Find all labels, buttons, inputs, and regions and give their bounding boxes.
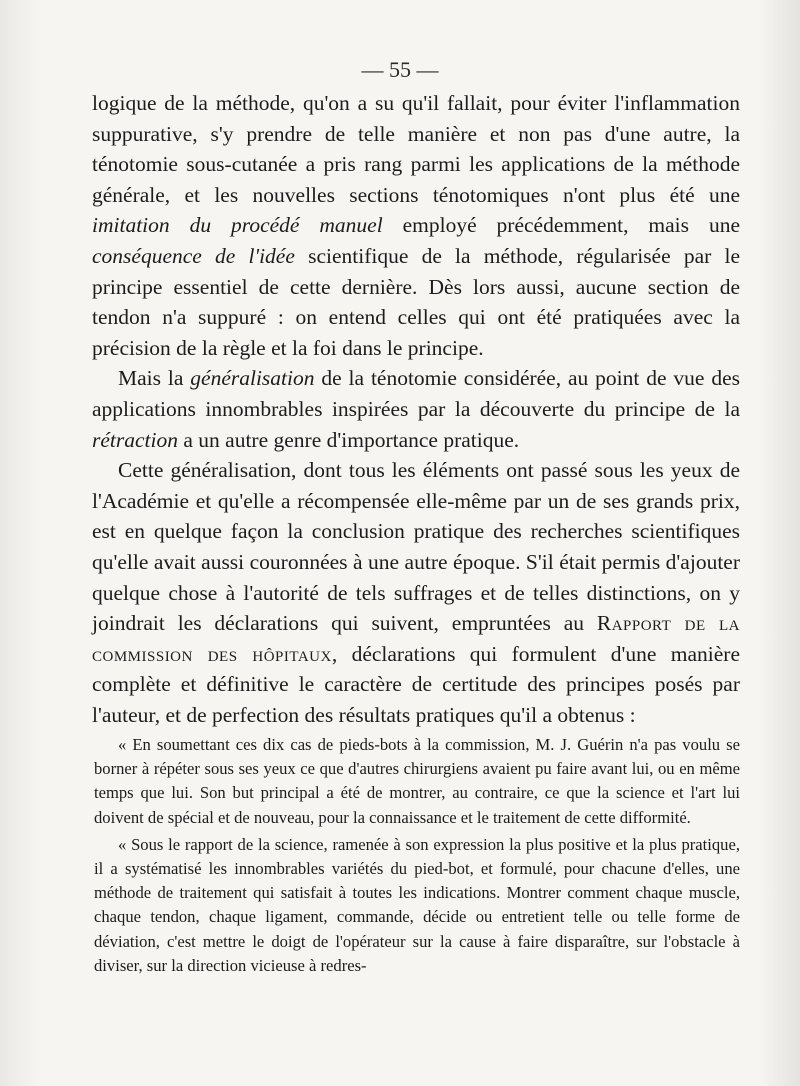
quote-paragraph bbox=[94, 733, 740, 830]
body-text bbox=[92, 88, 740, 730]
text-run: , déclarations qui formulent d'une manière complète et définitive le caractère de certitude des principes posés par l'auteur, et de perfection des résultats pratiques qu'il a obtenus : bbox=[92, 641, 740, 727]
quote-paragraph bbox=[94, 833, 740, 978]
quoted-report bbox=[94, 733, 740, 981]
text-run: « En soumettant ces dix cas de pieds-bots à la commission, M. J. Guérin n'a pas voulu se borner à répéter sous ses yeux ce que d'autres chirurgiens avaient pu faire avant lui, ou en même temps que lui. Son but principal a été de montrer, au contraire, ce que la science et l'art lui doivent de spécial et de nouveau, pour la connaissance et le traitement de cette difformité. bbox=[94, 735, 740, 827]
text-run: logique de la méthode, qu'on a su qu'il fallait, pour éviter l'inflammation suppurative, s'y prendre de telle manière et non pas d'une autre, la ténotomie sous-cutanée a pris rang parmi les applications de la méthode générale, et les nouvelles sections ténotomiques n'ont plus été une bbox=[92, 91, 740, 207]
small-caps-reference: Rapport de la commission des hôpitaux bbox=[92, 611, 740, 666]
text-run: employé précédemment, mais une bbox=[382, 213, 740, 238]
text-run: « Sous le rapport de la science, ramenée à son expression la plus positive et la plus pratique, il a systématisé les innombrables variétés du pied-bot, et formulé, pour chacune d'elles, une méthode de traitement qui satisfait à toutes les indications. Montrer comment chaque muscle, chaque tendon, chaque ligament, commande, décide ou entretient telle ou telle forme de déviation, c'est mettre le doigt de l'opérateur sur la cause à faire disparaître, sur l'obstacle à diviser, sur la direction vicieuse à redres- bbox=[94, 834, 740, 975]
text-run: Cette généralisation, dont tous les éléments ont passé sous les yeux de l'Académie et qu'elle a récompensée elle-même par un de ses grands prix, est en quelque façon la conclusion pratique des recherches scientifiques qu'elle avait aussi couronnées à une autre époque. S'il était permis d'ajouter quelque chose à l'autorité de tels suffrages et de telles distinctions, on y joindrait les déclarations qui suivent, empruntées au bbox=[92, 458, 740, 636]
paragraph bbox=[92, 363, 740, 455]
italic-phrase: rétraction bbox=[92, 427, 178, 452]
text-run: a un autre genre d'importance pratique. bbox=[178, 427, 520, 452]
paragraph bbox=[92, 88, 740, 363]
text-run: de la ténotomie considérée, au point de vue des applications innombrables inspirées par la découverte du principe de la bbox=[92, 366, 740, 421]
text-run: Mais la bbox=[118, 366, 191, 391]
italic-phrase: imitation du procédé manuel bbox=[92, 213, 383, 238]
paragraph bbox=[92, 455, 740, 730]
italic-phrase: conséquence de l'idée bbox=[92, 243, 295, 268]
page-number: — 55 — bbox=[361, 57, 439, 82]
italic-phrase: généralisation bbox=[190, 366, 315, 391]
text-run: scientifique de la méthode, régularisée par le principe essentiel de cette dernière. Dès lors aussi, aucune section de tendon n'a suppuré : on entend celles qui ont été pratiquées avec la précision de la règle et la foi dans le principe. bbox=[92, 243, 740, 360]
